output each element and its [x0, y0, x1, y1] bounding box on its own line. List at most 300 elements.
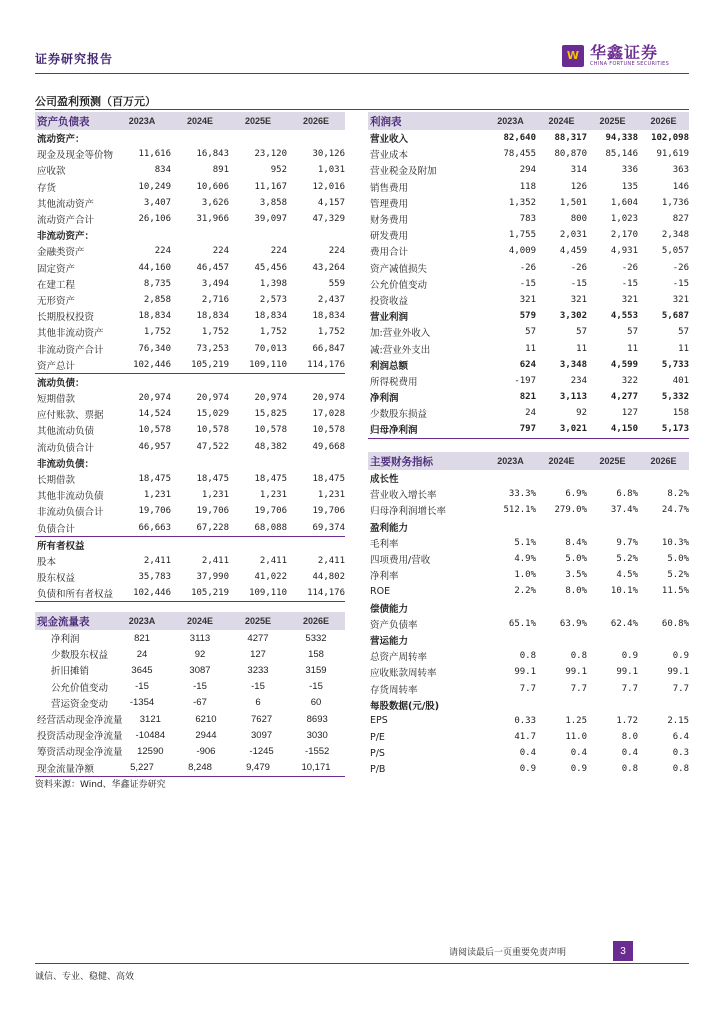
- table-cell: 158: [308, 648, 324, 660]
- table-cell: 1,031: [317, 165, 345, 176]
- table-cell: 821: [134, 632, 150, 644]
- table-row: [368, 340, 689, 356]
- year-header: 2026E: [650, 456, 677, 466]
- table-row: [368, 211, 689, 227]
- page-title: 公司盈利预测（百万元）: [35, 95, 156, 108]
- financial-indicators-table: [368, 452, 689, 778]
- table-cell: 2,411: [259, 555, 287, 566]
- table-cell: 48,382: [254, 441, 287, 452]
- table-cell: 1,752: [143, 327, 171, 338]
- table-cell: 5,687: [661, 311, 689, 322]
- row-label: 所有者权益: [37, 540, 85, 552]
- table-cell: 126: [570, 181, 587, 192]
- row-label: 四项费用/营收: [370, 555, 431, 567]
- table-cell: 94,338: [605, 133, 638, 144]
- table-cell: -26: [519, 262, 536, 273]
- table-cell: 0.9: [519, 764, 536, 775]
- header-divider: [35, 73, 689, 74]
- row-label: 盈利能力: [370, 522, 409, 534]
- row-label: 应收账款周转率: [370, 668, 437, 680]
- table-cell: 47,522: [196, 441, 229, 452]
- section-heading-row: [368, 600, 689, 616]
- section-heading-row: [35, 537, 345, 553]
- table-cell: 2,170: [610, 230, 638, 241]
- table-cell: 0.8: [672, 764, 689, 775]
- table-cell: 1,398: [259, 278, 287, 289]
- table-cell: 135: [621, 181, 638, 192]
- table-cell: 24.7%: [661, 505, 689, 516]
- row-label: 营业收入: [370, 134, 409, 146]
- table-cell: 827: [672, 214, 689, 225]
- table-cell: 30,126: [312, 149, 346, 160]
- table-row: [368, 761, 689, 777]
- table-cell: 3,858: [259, 197, 287, 208]
- table-cell: 3,407: [143, 197, 171, 208]
- table-cell: 6.4: [672, 732, 689, 743]
- table-row: [35, 520, 345, 537]
- table-cell: 5,733: [661, 359, 689, 370]
- section-heading-row: [368, 632, 689, 648]
- table-cell: 11,616: [138, 149, 172, 160]
- table-cell: 321: [519, 294, 536, 305]
- table-cell: 1,752: [259, 327, 287, 338]
- table-row: [35, 727, 345, 743]
- row-label: 筹资活动现金净流量: [37, 747, 123, 759]
- table-cell: 7.7: [570, 683, 587, 694]
- table-cell: 73,253: [196, 343, 229, 354]
- table-cell: 57: [576, 327, 587, 338]
- table-row: [368, 713, 689, 729]
- table-cell: 821: [519, 392, 536, 403]
- table-cell: 3233: [247, 664, 269, 676]
- table-cell: 559: [328, 278, 345, 289]
- table-cell: 3,494: [201, 278, 229, 289]
- table-cell: -1552: [305, 745, 330, 757]
- table-row: [368, 373, 689, 389]
- brand-name-en: CHINA FORTUNE SECURITIES: [590, 61, 670, 67]
- table-cell: 952: [270, 165, 287, 176]
- table-cell: 4,459: [559, 246, 587, 257]
- table-cell: 4.9%: [514, 554, 536, 565]
- table-cell: 20,974: [196, 393, 229, 404]
- row-label: P/S: [370, 747, 385, 759]
- table-cell: 62.4%: [610, 618, 638, 629]
- row-label: 财务费用: [370, 215, 409, 227]
- table-cell: 8.2%: [667, 489, 689, 500]
- table-cell: -10484: [135, 729, 166, 741]
- table-cell: 57: [525, 327, 536, 338]
- table-cell: 11: [627, 343, 638, 354]
- table-cell: 9.7%: [616, 537, 638, 548]
- table-row: [35, 390, 345, 406]
- table-row: [368, 195, 689, 211]
- table-cell: 363: [672, 165, 689, 176]
- row-label: 资产负债率: [370, 619, 418, 631]
- row-label: 现金流量净额: [37, 763, 95, 775]
- table-cell: -15: [251, 681, 265, 693]
- table-cell: 3097: [251, 729, 273, 741]
- table-cell: 70,013: [254, 343, 287, 354]
- table-row: [368, 502, 689, 518]
- table-cell: 891: [212, 165, 229, 176]
- table-row: [35, 292, 345, 308]
- row-label: 总资产周转率: [370, 652, 428, 664]
- source-note: 资料来源：Wind、华鑫证券研究: [35, 780, 166, 790]
- table-cell: 224: [154, 246, 171, 257]
- row-label: 负债和所有者权益: [37, 589, 114, 601]
- table-cell: 102,446: [133, 588, 172, 599]
- table-cell: 3,302: [559, 311, 587, 322]
- table-cell: 109,110: [249, 588, 288, 599]
- table-cell: 19,706: [138, 506, 171, 517]
- table-row: [35, 439, 345, 455]
- table-row: [35, 646, 345, 662]
- year-header: 2023A: [497, 116, 524, 126]
- table-cell: 4,150: [610, 424, 638, 435]
- table-cell: 65.1%: [508, 618, 536, 629]
- table-cell: 31,966: [196, 214, 229, 225]
- row-label: 投资收益: [370, 295, 409, 307]
- table-cell: 10.1%: [610, 586, 638, 597]
- table-cell: 2,411: [317, 555, 345, 566]
- table-cell: 49,668: [312, 441, 345, 452]
- row-label: 流动资产合计: [37, 215, 95, 227]
- row-label: 利润总额: [370, 360, 409, 372]
- table-row: [35, 487, 345, 503]
- row-label: 流动负债合计: [37, 442, 95, 454]
- table-cell: 24: [136, 648, 148, 660]
- table-cell: 3,021: [559, 424, 587, 435]
- table-cell: -15: [309, 681, 323, 693]
- table-cell: 0.9: [672, 651, 689, 662]
- table-cell: 92: [576, 408, 587, 419]
- table-cell: 17,028: [312, 409, 345, 420]
- table-cell: 10,171: [301, 762, 331, 774]
- financial-indicators-title: 主要财务指标: [370, 455, 433, 468]
- table-cell: 2,858: [143, 294, 171, 305]
- table-cell: 4,931: [610, 246, 638, 257]
- table-cell: 18,475: [138, 474, 171, 485]
- table-cell: 10,249: [138, 181, 171, 192]
- table-row: [368, 276, 689, 292]
- table-cell: 8,735: [143, 278, 171, 289]
- row-label: 非流动资产合计: [37, 344, 104, 356]
- table-row: [35, 243, 345, 259]
- table-cell: 68,088: [254, 522, 287, 533]
- row-label: 营运资金变动: [51, 698, 109, 710]
- table-row: [368, 146, 689, 162]
- table-row: [368, 551, 689, 567]
- table-cell: 18,834: [312, 311, 345, 322]
- table-cell: 3,626: [201, 197, 229, 208]
- table-cell: 624: [519, 359, 536, 370]
- balance-sheet-table: [35, 112, 345, 602]
- table-row: [368, 680, 689, 696]
- balance-sheet-title: 资产负债表: [37, 115, 90, 128]
- table-row: [35, 308, 345, 324]
- year-header: 2024E: [186, 116, 214, 126]
- row-label: 每股数据(元/股): [370, 700, 440, 712]
- table-cell: 4,277: [610, 392, 638, 403]
- table-cell: 5,057: [661, 246, 689, 257]
- table-cell: 44,802: [312, 572, 345, 583]
- row-label: 净利润: [370, 393, 399, 405]
- table-cell: 8693: [306, 713, 328, 725]
- table-cell: 7.7: [672, 683, 689, 694]
- company-motto: 诚信、专业、稳健、高效: [35, 972, 135, 982]
- table-cell: 5.2%: [667, 570, 689, 581]
- table-cell: 2.2%: [514, 586, 536, 597]
- table-cell: 1,231: [201, 490, 229, 501]
- row-label: 其他非流动负债: [37, 491, 104, 503]
- income-statement-title: 利润表: [370, 115, 402, 128]
- financial-indicators-header-row: [368, 452, 689, 470]
- table-cell: 1,501: [559, 197, 587, 208]
- table-cell: 5.1%: [514, 537, 536, 548]
- table-cell: 18,834: [254, 311, 287, 322]
- table-cell: -197: [514, 375, 536, 386]
- section-heading-row: [368, 697, 689, 713]
- table-cell: 1,231: [143, 490, 171, 501]
- table-cell: 224: [328, 246, 345, 257]
- table-cell: 15,825: [254, 409, 287, 420]
- table-cell: -67: [193, 697, 207, 709]
- income-statement-table: [368, 112, 689, 439]
- table-cell: 3121: [139, 713, 161, 725]
- row-label: 固定资产: [37, 263, 76, 275]
- cash-flow-table: [35, 612, 345, 777]
- table-cell: 63.9%: [559, 618, 587, 629]
- table-cell: 18,475: [254, 474, 287, 485]
- row-label: 管理费用: [370, 198, 409, 210]
- table-cell: 7.7: [621, 683, 638, 694]
- table-cell: 2,348: [661, 230, 689, 241]
- table-cell: 105,219: [191, 588, 230, 599]
- table-cell: 46,457: [196, 262, 229, 273]
- table-row: [368, 260, 689, 276]
- table-row: [368, 535, 689, 551]
- table-cell: 401: [672, 375, 689, 386]
- table-cell: 69,374: [312, 522, 345, 533]
- table-cell: 0.4: [570, 748, 587, 759]
- table-cell: 279.0%: [554, 505, 587, 516]
- table-cell: 60: [310, 697, 322, 709]
- section-heading-row: [35, 130, 345, 146]
- table-cell: 8.4%: [565, 537, 587, 548]
- table-cell: 57: [627, 327, 638, 338]
- brand-logo-icon: W: [562, 45, 584, 67]
- table-cell: 4,009: [508, 246, 536, 257]
- table-row: [368, 729, 689, 745]
- table-cell: 5,332: [661, 392, 689, 403]
- table-cell: 1,752: [201, 327, 229, 338]
- table-cell: 7.7: [519, 683, 536, 694]
- table-row: [368, 745, 689, 761]
- table-row: [368, 308, 689, 324]
- title-divider: [35, 109, 689, 110]
- row-label: 公允价值变动: [370, 279, 428, 291]
- brand-name: 华鑫证券: [590, 43, 659, 62]
- table-cell: 4,553: [610, 311, 638, 322]
- table-cell: 5,173: [661, 424, 689, 435]
- report-type-label: 证券研究报告: [35, 52, 114, 66]
- table-cell: 10,578: [138, 425, 171, 436]
- table-cell: 99.1: [667, 667, 689, 678]
- table-cell: 2,573: [259, 294, 287, 305]
- table-cell: 57: [678, 327, 689, 338]
- row-label: 毛利率: [370, 538, 399, 550]
- table-cell: 579: [519, 311, 536, 322]
- table-cell: 4,599: [610, 359, 638, 370]
- table-cell: 85,146: [605, 149, 638, 160]
- row-label: 负债合计: [37, 523, 76, 535]
- row-label: 营业成本: [370, 150, 409, 162]
- table-cell: 33.3%: [508, 489, 536, 500]
- table-row: [35, 585, 345, 602]
- table-row: [368, 486, 689, 502]
- table-cell: 41.7: [514, 732, 536, 743]
- year-header: 2023A: [128, 616, 156, 626]
- table-cell: 45,456: [254, 262, 287, 273]
- table-cell: 18,475: [312, 474, 345, 485]
- row-label: 现金及现金等价物: [37, 150, 114, 162]
- table-cell: 47,329: [312, 214, 345, 225]
- row-label: 营业利润: [370, 312, 409, 324]
- balance-sheet-header-row: [35, 112, 345, 130]
- section-heading-row: [35, 374, 345, 390]
- row-label: 流动负债：: [37, 377, 85, 389]
- row-label: 偿债能力: [370, 603, 409, 615]
- row-label: 营业收入增长率: [370, 490, 437, 502]
- table-cell: 99.1: [514, 667, 536, 678]
- table-cell: 1.0%: [514, 570, 536, 581]
- table-cell: 19,706: [254, 506, 287, 517]
- table-row: [368, 179, 689, 195]
- table-row: [35, 324, 345, 340]
- table-cell: 4.5%: [616, 570, 638, 581]
- table-cell: 512.1%: [503, 505, 536, 516]
- table-row: [368, 324, 689, 340]
- table-cell: 12590: [137, 745, 164, 757]
- row-label: 其他流动负债: [37, 426, 95, 438]
- year-header: 2025E: [244, 116, 272, 126]
- row-label: 折旧摊销: [51, 666, 90, 678]
- table-cell: 4277: [247, 632, 269, 644]
- table-cell: 3.5%: [565, 570, 587, 581]
- table-cell: 6.8%: [616, 489, 638, 500]
- row-label: 销售费用: [370, 182, 409, 194]
- row-label: P/E: [370, 731, 385, 743]
- row-label: 净利润: [51, 634, 80, 646]
- table-cell: 1,752: [317, 327, 345, 338]
- table-cell: 5.0%: [565, 554, 587, 565]
- year-header: 2023A: [128, 116, 156, 126]
- table-cell: 67,228: [196, 522, 229, 533]
- table-cell: 26,106: [138, 214, 171, 225]
- table-row: [368, 292, 689, 308]
- table-cell: 6: [255, 697, 261, 709]
- table-row: [368, 616, 689, 632]
- table-row: [368, 664, 689, 680]
- table-cell: 1,352: [508, 197, 536, 208]
- table-cell: 294: [519, 165, 536, 176]
- year-header: 2026E: [302, 116, 330, 126]
- table-row: [35, 406, 345, 422]
- table-row: [35, 422, 345, 438]
- row-label: 营运能力: [370, 635, 409, 647]
- table-cell: 4,157: [317, 197, 345, 208]
- row-label: 资产总计: [37, 360, 76, 372]
- year-header: 2023A: [497, 456, 524, 466]
- table-cell: 336: [621, 165, 638, 176]
- row-label: 存货: [37, 182, 57, 194]
- row-label: 经营活动现金净流量: [37, 715, 123, 727]
- table-cell: 5,227: [130, 762, 154, 774]
- table-cell: 99.1: [565, 667, 587, 678]
- table-cell: 158: [672, 408, 689, 419]
- table-cell: 102,446: [133, 359, 171, 370]
- page-number: 3: [613, 941, 633, 961]
- table-cell: 92: [194, 648, 206, 660]
- table-cell: 114,176: [307, 588, 346, 599]
- table-row: [368, 130, 689, 146]
- year-header: 2024E: [548, 456, 575, 466]
- table-cell: 10,578: [312, 425, 345, 436]
- table-cell: -15: [570, 278, 587, 289]
- table-cell: 0.8: [570, 651, 587, 662]
- table-row: [368, 648, 689, 664]
- table-cell: 0.9: [570, 764, 587, 775]
- table-row: [368, 243, 689, 259]
- row-label: 费用合计: [370, 247, 409, 259]
- table-cell: 15,029: [196, 409, 229, 420]
- table-cell: 5332: [305, 632, 327, 644]
- table-cell: 18,475: [196, 474, 229, 485]
- table-row: [35, 260, 345, 276]
- footer-divider: [35, 963, 689, 964]
- table-cell: 78,455: [503, 149, 536, 160]
- row-label: 所得税费用: [370, 376, 418, 388]
- table-cell: 60.8%: [661, 618, 689, 629]
- row-label: EPS: [370, 715, 388, 727]
- table-cell: -15: [621, 278, 638, 289]
- table-row: [368, 421, 689, 438]
- row-label: 投资活动现金净流量: [37, 731, 123, 743]
- row-label: P/B: [370, 763, 386, 775]
- table-cell: 0.8: [519, 651, 536, 662]
- table-cell: 82,640: [503, 133, 536, 144]
- table-cell: -15: [193, 681, 207, 693]
- table-cell: 35,783: [138, 572, 171, 583]
- year-header: 2025E: [599, 116, 626, 126]
- table-cell: 11: [576, 343, 587, 354]
- year-header: 2025E: [244, 616, 272, 626]
- table-cell: 8.0%: [565, 586, 587, 597]
- table-cell: 37,990: [196, 572, 229, 583]
- row-label: 减:营业外支出: [370, 344, 431, 356]
- table-cell: 322: [621, 375, 638, 386]
- table-row: [35, 679, 345, 695]
- table-cell: 20,974: [254, 393, 287, 404]
- table-cell: 8.0: [621, 732, 638, 743]
- table-cell: 10,578: [196, 425, 229, 436]
- table-cell: 11: [678, 343, 689, 354]
- row-label: 股本: [37, 556, 57, 568]
- row-label: 应收款: [37, 166, 66, 178]
- row-label: 资产减值损失: [370, 263, 428, 275]
- table-row: [35, 760, 345, 777]
- table-cell: -15: [519, 278, 536, 289]
